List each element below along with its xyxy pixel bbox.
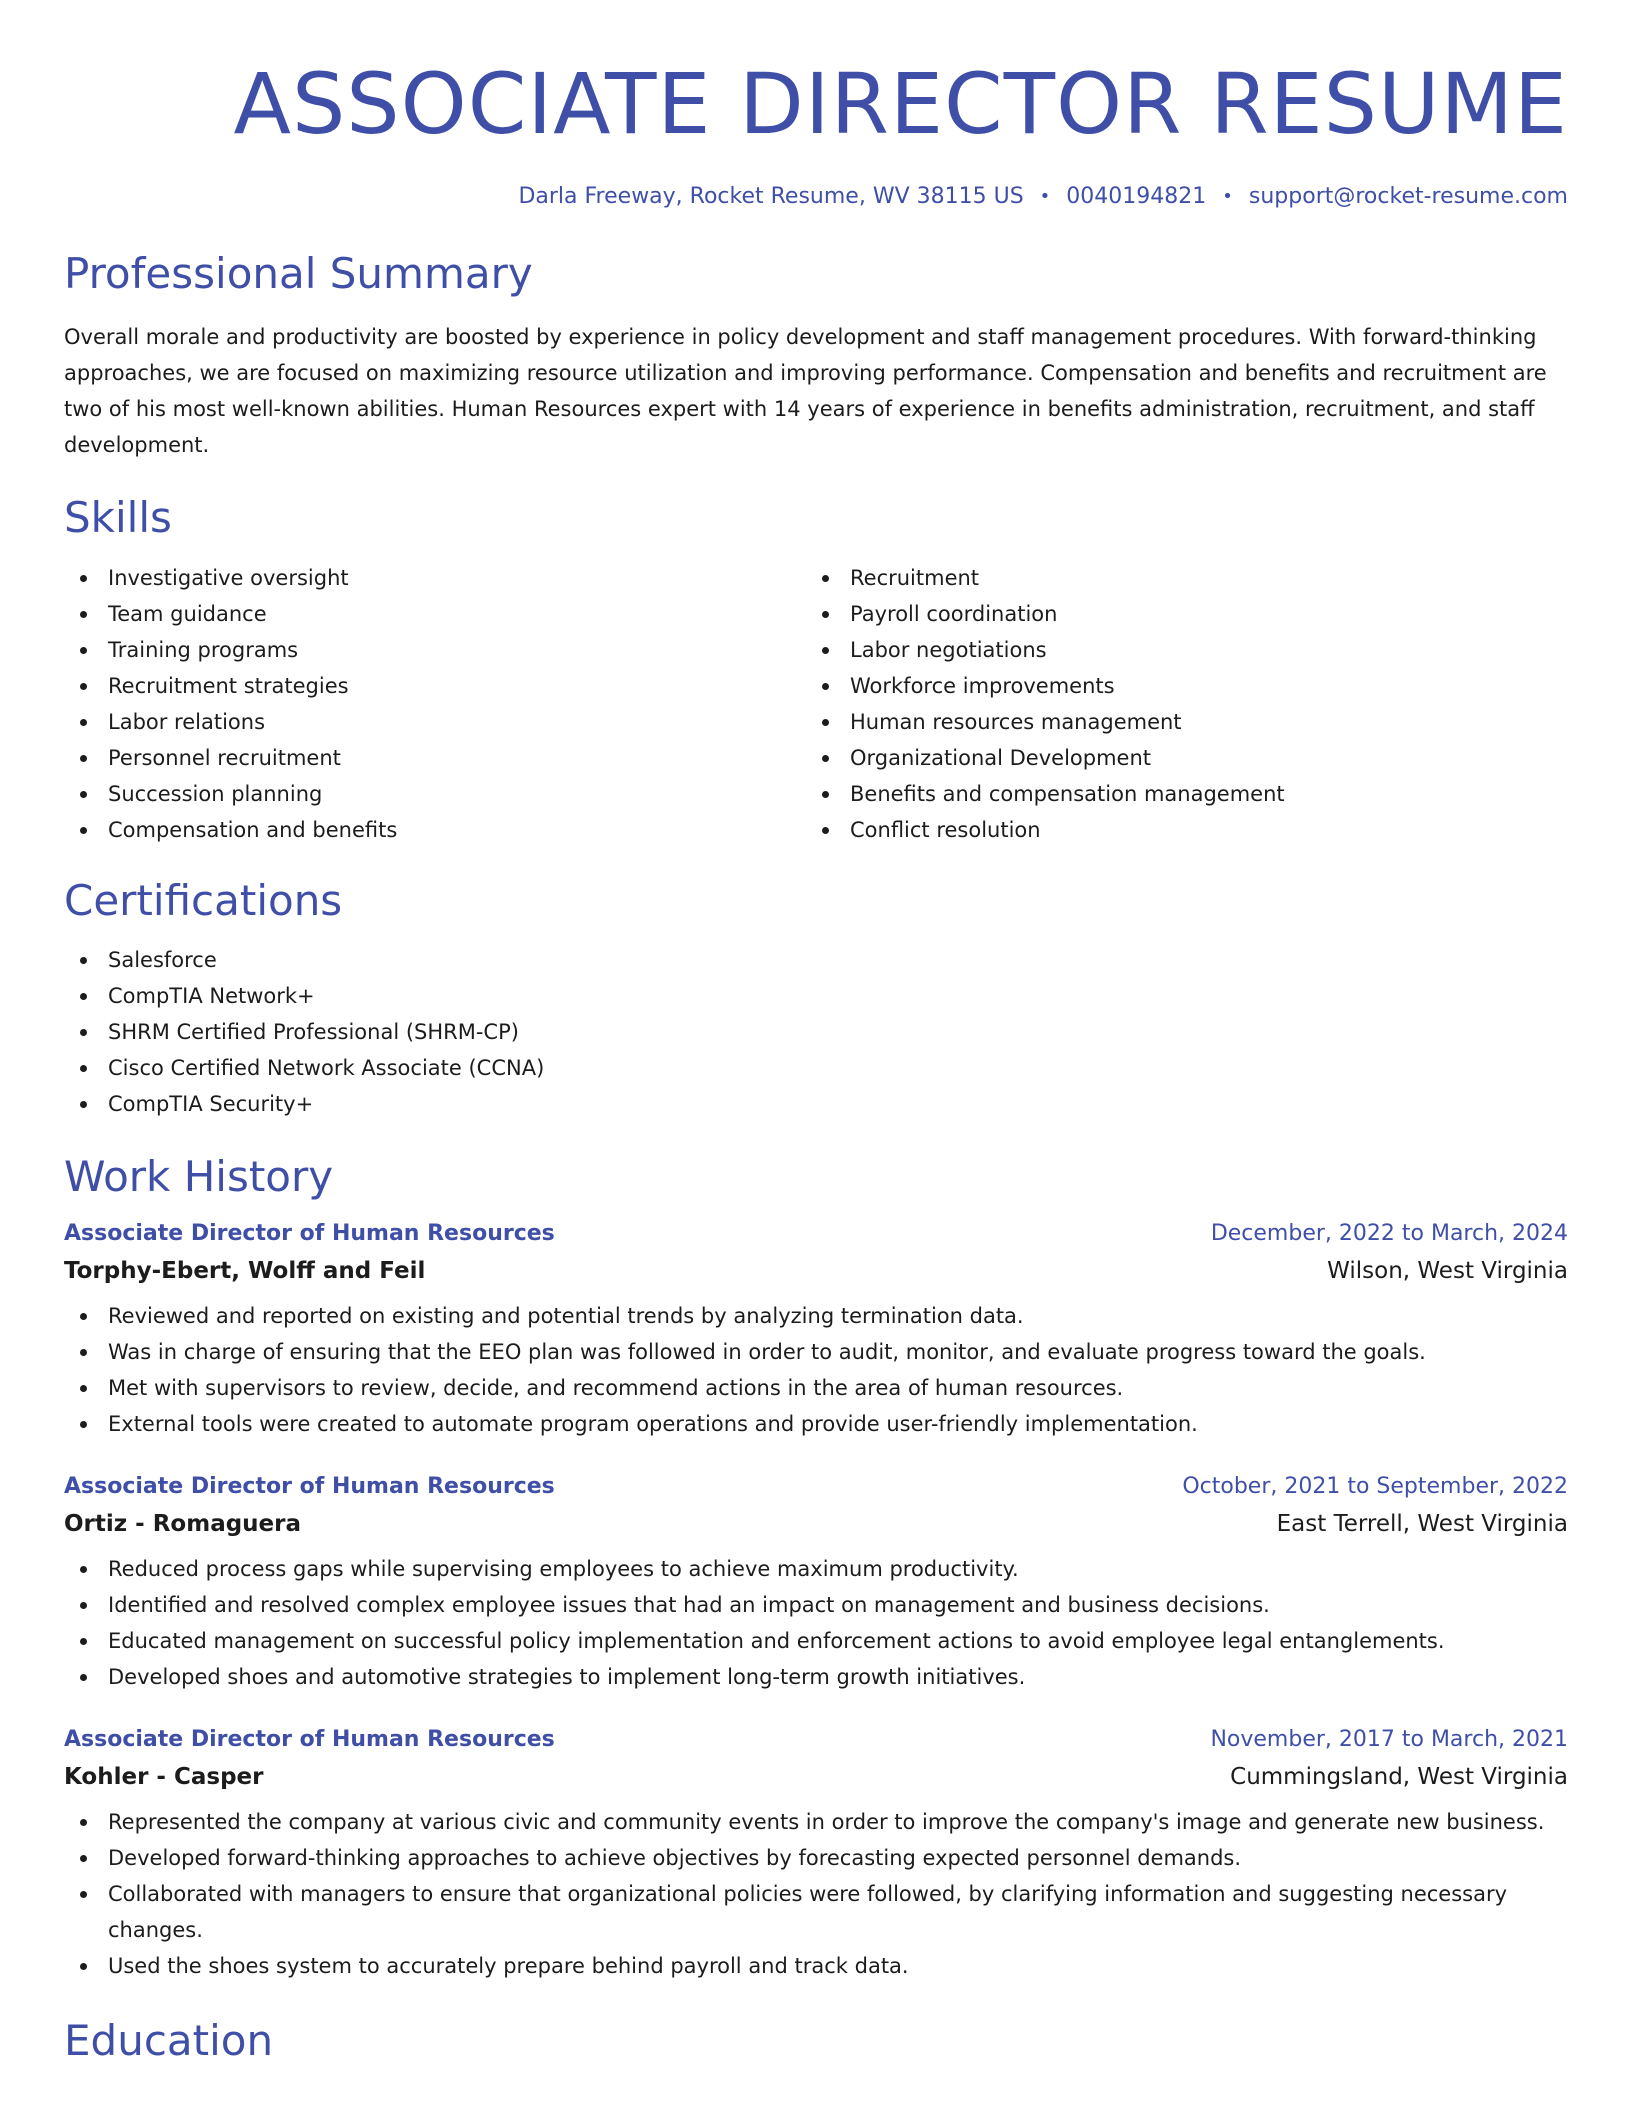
- skill-item: Benefits and compensation management: [806, 776, 1548, 812]
- job-duty: Reviewed and reported on existing and potential trends by analyzing termination data.: [64, 1298, 1568, 1334]
- job-duty: Met with supervisors to review, decide, and recommend actions in the area of human resources.: [64, 1370, 1568, 1406]
- job-subheader: [64, 1511, 1568, 1537]
- job-duty: Collaborated with managers to ensure that organizational policies were followed, by clarifying information and suggesting necessary changes.: [64, 1876, 1568, 1948]
- job-dates: October, 2021 to September, 2022: [1182, 1473, 1568, 1499]
- job-duties-list: [64, 1551, 1568, 1695]
- job-company: Ortiz - Romaguera: [64, 1510, 302, 1537]
- job-subheader: [64, 1258, 1568, 1284]
- job-duties-list: [64, 1298, 1568, 1442]
- resume-title: ASSOCIATE DIRECTOR RESUME: [233, 55, 1568, 153]
- job-duty: Identified and resolved complex employee issues that had an impact on management and business decisions.: [64, 1587, 1568, 1623]
- job-duty: Used the shoes system to accurately prepare behind payroll and track data.: [64, 1948, 1568, 1984]
- skills-column-right: [806, 560, 1548, 848]
- skills-list-left: [64, 560, 806, 848]
- skill-item: Conflict resolution: [806, 812, 1548, 848]
- job-entry: [64, 1221, 1568, 1442]
- skill-item: Labor relations: [64, 704, 806, 740]
- skill-item: Recruitment: [806, 560, 1548, 596]
- certifications-heading: Certifications: [64, 875, 343, 925]
- skill-item: Payroll coordination: [806, 596, 1548, 632]
- skills-list-right: [806, 560, 1548, 848]
- skills-column-left: [64, 560, 806, 848]
- job-header: [64, 1474, 1568, 1499]
- summary-text: Overall morale and productivity are boosted by experience in policy development and staff management procedures. With forward-thinking approaches, we are focused on maximizing resource utilization and improving performance. Compensation and benefits and recruitment are two of his most well-known abilities. Human Resources expert with 14 years of experience in benefits administration, recruitment, and staff development.: [64, 325, 1547, 458]
- job-header: [64, 1727, 1568, 1752]
- contact-line: [64, 184, 1568, 209]
- job-entry: [64, 1727, 1568, 1984]
- job-dates: November, 2017 to March, 2021: [1210, 1726, 1568, 1752]
- job-location: Cummingsland, West Virginia: [1230, 1763, 1568, 1790]
- certification-item: CompTIA Security+: [64, 1086, 1568, 1122]
- job-location: East Terrell, West Virginia: [1276, 1510, 1568, 1537]
- job-duty: Developed shoes and automotive strategies to implement long-term growth initiatives.: [64, 1659, 1568, 1695]
- skill-item: Recruitment strategies: [64, 668, 806, 704]
- contact-phone: 0040194821: [1066, 184, 1207, 209]
- skill-item: Investigative oversight: [64, 560, 806, 596]
- skill-item: Compensation and benefits: [64, 812, 806, 848]
- contact-separator: •: [1039, 186, 1051, 207]
- certification-item: Salesforce: [64, 942, 1568, 978]
- work-history-heading: Work History: [64, 1152, 334, 1202]
- job-duty: Developed forward-thinking approaches to achieve objectives by forecasting expected personnel demands.: [64, 1840, 1568, 1876]
- job-duty: Represented the company at various civic and community events in order to improve the company's image and generate new business.: [64, 1804, 1568, 1840]
- skill-item: Training programs: [64, 632, 806, 668]
- job-duty: Educated management on successful policy implementation and enforcement actions to avoid employee legal entanglements.: [64, 1623, 1568, 1659]
- skill-item: Organizational Development: [806, 740, 1548, 776]
- job-location: Wilson, West Virginia: [1327, 1257, 1568, 1284]
- job-duty: External tools were created to automate program operations and provide user-friendly implementation.: [64, 1406, 1568, 1442]
- skills-heading: Skills: [64, 493, 172, 543]
- resume-page: [64, 0, 1568, 2066]
- skill-item: Succession planning: [64, 776, 806, 812]
- certification-item: SHRM Certified Professional (SHRM-CP): [64, 1014, 1568, 1050]
- contact-address: Darla Freeway, Rocket Resume, WV 38115 US: [518, 184, 1024, 209]
- skill-item: Personnel recruitment: [64, 740, 806, 776]
- certifications-list: [64, 942, 1568, 1122]
- education-heading: Education: [64, 2015, 274, 2065]
- job-company: Kohler - Casper: [64, 1763, 264, 1790]
- job-title: Associate Director of Human Resources: [64, 1473, 555, 1499]
- job-title: Associate Director of Human Resources: [64, 1220, 555, 1246]
- job-header: [64, 1221, 1568, 1246]
- job-subheader: [64, 1764, 1568, 1790]
- job-duty: Reduced process gaps while supervising employees to achieve maximum productivity.: [64, 1551, 1568, 1587]
- skill-item: Workforce improvements: [806, 668, 1548, 704]
- job-dates: December, 2022 to March, 2024: [1210, 1220, 1568, 1246]
- skill-item: Human resources management: [806, 704, 1548, 740]
- job-company: Torphy-Ebert, Wolff and Feil: [64, 1257, 426, 1284]
- job-duty: Was in charge of ensuring that the EEO plan was followed in order to audit, monitor, and evaluate progress toward the goals.: [64, 1334, 1568, 1370]
- skill-item: Team guidance: [64, 596, 806, 632]
- job-entry: [64, 1474, 1568, 1695]
- summary-heading: Professional Summary: [64, 249, 533, 298]
- job-duties-list: [64, 1804, 1568, 1984]
- skills-grid: [64, 560, 1568, 848]
- certification-item: CompTIA Network+: [64, 978, 1568, 1014]
- contact-separator: •: [1222, 186, 1233, 207]
- contact-email[interactable]: support@rocket-resume.com: [1248, 184, 1568, 209]
- certification-item: Cisco Certified Network Associate (CCNA): [64, 1050, 1568, 1086]
- job-title: Associate Director of Human Resources: [64, 1726, 555, 1752]
- skill-item: Labor negotiations: [806, 632, 1548, 668]
